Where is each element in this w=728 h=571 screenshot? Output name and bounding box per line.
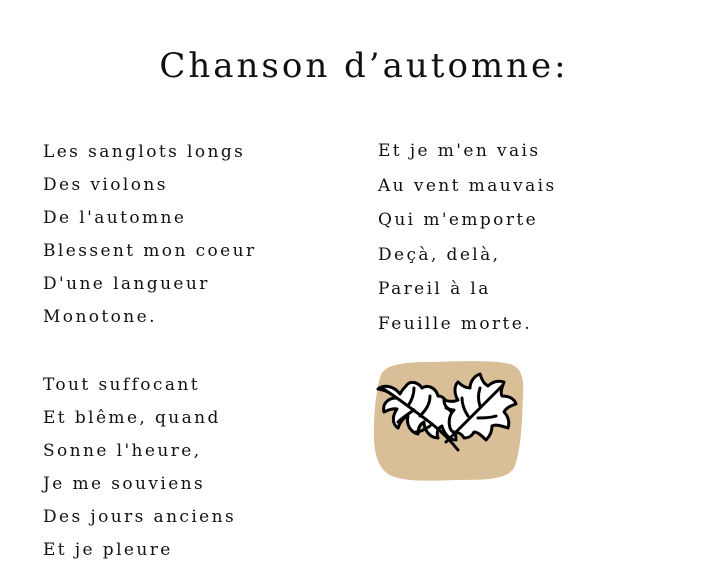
poem-line: Monotone. — [43, 307, 157, 327]
poem-column-right — [378, 139, 708, 347]
poem-column-left — [43, 140, 343, 571]
poem-line: De l'automne — [43, 208, 187, 228]
poem-line: Deçà, delà, — [378, 244, 501, 265]
poem-line: Au vent mauvais — [378, 175, 557, 196]
poem-line: Des jours anciens — [43, 507, 237, 527]
poem-line: Blessent mon coeur — [43, 241, 257, 261]
poem-line: Feuille morte. — [378, 313, 533, 334]
poem-line: Sonne l'heure, — [43, 441, 202, 461]
autumn-leaves-icon — [368, 356, 526, 488]
poem-line: Et je pleure — [43, 540, 173, 560]
poem-line: Pareil à la — [378, 279, 491, 300]
poem-line: Je me souviens — [43, 474, 206, 494]
poem-line: Des violons — [43, 175, 168, 195]
poem-line: Qui m'emporte — [378, 210, 539, 231]
stanza-gap — [43, 338, 343, 373]
poem-line: Tout suffocant — [43, 375, 200, 395]
poem-title: Chanson d’automne: — [159, 46, 569, 86]
poem-line: Et je m'en vais — [378, 141, 541, 161]
poem-line: Les sanglots longs — [43, 142, 246, 162]
poem-line: Et blême, quand — [43, 408, 221, 428]
poem-line: D'une langueur — [43, 274, 210, 294]
